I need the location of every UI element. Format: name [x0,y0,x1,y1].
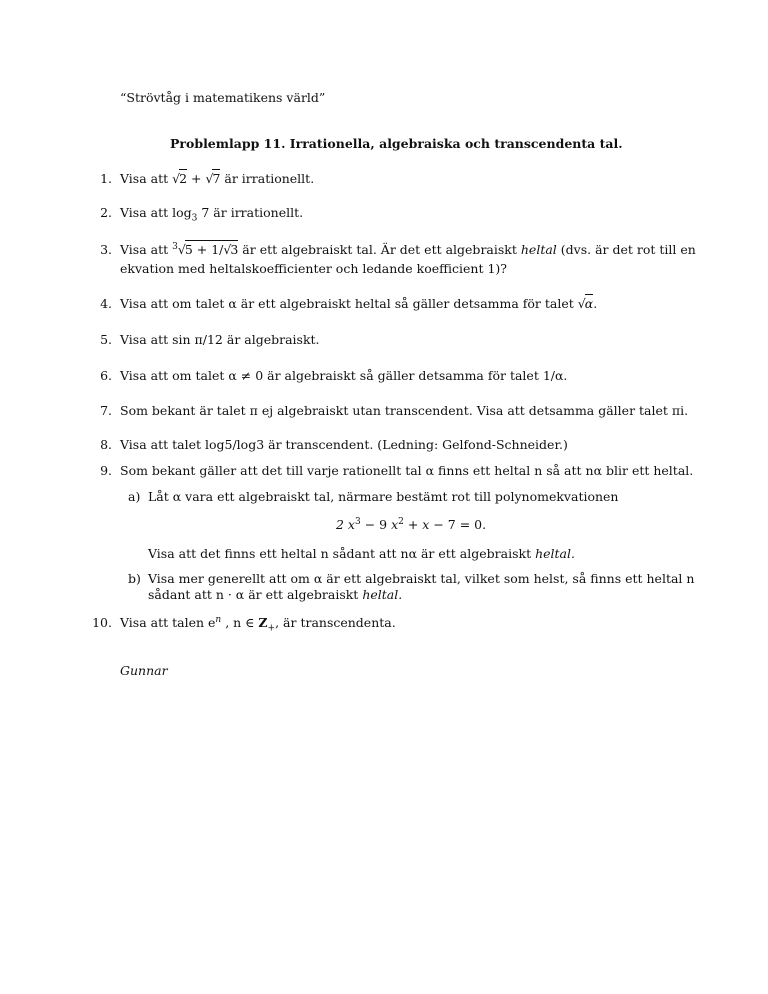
problem-text: Visa att talen e [120,615,216,630]
equation: 2 $x^3 - 9$ $x^2 + x - 7 = 0$. [336,516,487,532]
problem-text: , n ∈ [225,615,255,630]
problem-text: Låt α vara ett algebraiskt tal, närmare bestämt rot till polynomekvationen [148,489,619,504]
math-set: Z [258,615,268,630]
emphasis: heltal. [362,587,403,602]
problem-number: 5. [100,332,112,347]
problem-text: Visa att [120,171,169,186]
problem-text: Som bekant gäller att det till varje rationellt tal α finns ett heltal n så att nα blir ett heltal. [120,463,694,478]
problem-text: , är transcendenta. [275,615,396,630]
problem-number: 1. [100,171,112,186]
problem-text: (dvs. är det rot till en [560,242,696,257]
emphasis: heltal. [535,546,575,561]
problem-text: Visa att log [120,205,192,220]
problem-number: 8. [100,437,112,452]
problem-text: Visa att om talet α är ett algebraiskt heltal så gäller detsamma för talet [120,296,574,311]
equation-end: = 0. [459,517,487,532]
problem-text: är irrationellt. [224,171,315,186]
subproblem-label: b) [128,571,141,586]
problem-number: 10. [92,615,112,630]
problem-text: Visa att sin π/12 är algebraiskt. [120,332,320,347]
problem-text: Visa att talet log5/log3 är transcendent. (Ledning: Gelfond-Schneider.) [120,437,568,452]
problem-text: sådant att n · α är ett algebraiskt [148,587,359,602]
problem-number: 2. [100,205,112,220]
math-expression: $^3$√5 + 1/√3 [172,241,239,257]
signature: Gunnar [120,663,168,678]
problem-text: är ett algebraiskt tal. Är det ett algebraiskt [242,242,517,257]
problem-text: Visa att [120,242,169,257]
problem-text: 7 är irrationellt. [201,205,304,220]
problem-text: Som bekant är talet π ej algebraiskt utan transcendent. Visa att detsamma gäller talet πi. [120,403,689,418]
header-text: “Strövtåg i matematikens värld” [120,90,326,105]
problem-number: 9. [100,463,112,478]
problem-text: Visa att om talet α ≠ 0 är algebraiskt så gäller detsamma för talet 1/α. [120,368,568,383]
log-base: 3 [191,213,198,224]
problem-text-line2: ekvation med heltalskoefficienter och ledande koefficient 1)? [120,261,507,276]
problem-text: Visa mer generellt att om α är ett algebraiskt tal, vilket som helst, så finns ett heltal n [148,571,695,586]
problem-number: 7. [100,403,112,418]
page-title: Problemlapp 11. Irrationella, algebraiska och transcendenta tal. [170,136,623,151]
problem-text: Visa att det finns ett heltal n sådant att nα är ett algebraiskt [148,546,532,561]
math-expression: √2 + √7 [172,171,221,186]
problem-number: 4. [100,296,112,311]
math-expression: √α. [577,296,598,311]
problem-number: 6. [100,368,112,383]
problem-number: 3. [100,242,112,257]
emphasis: heltal [520,242,557,257]
subproblem-label: a) [128,489,141,504]
